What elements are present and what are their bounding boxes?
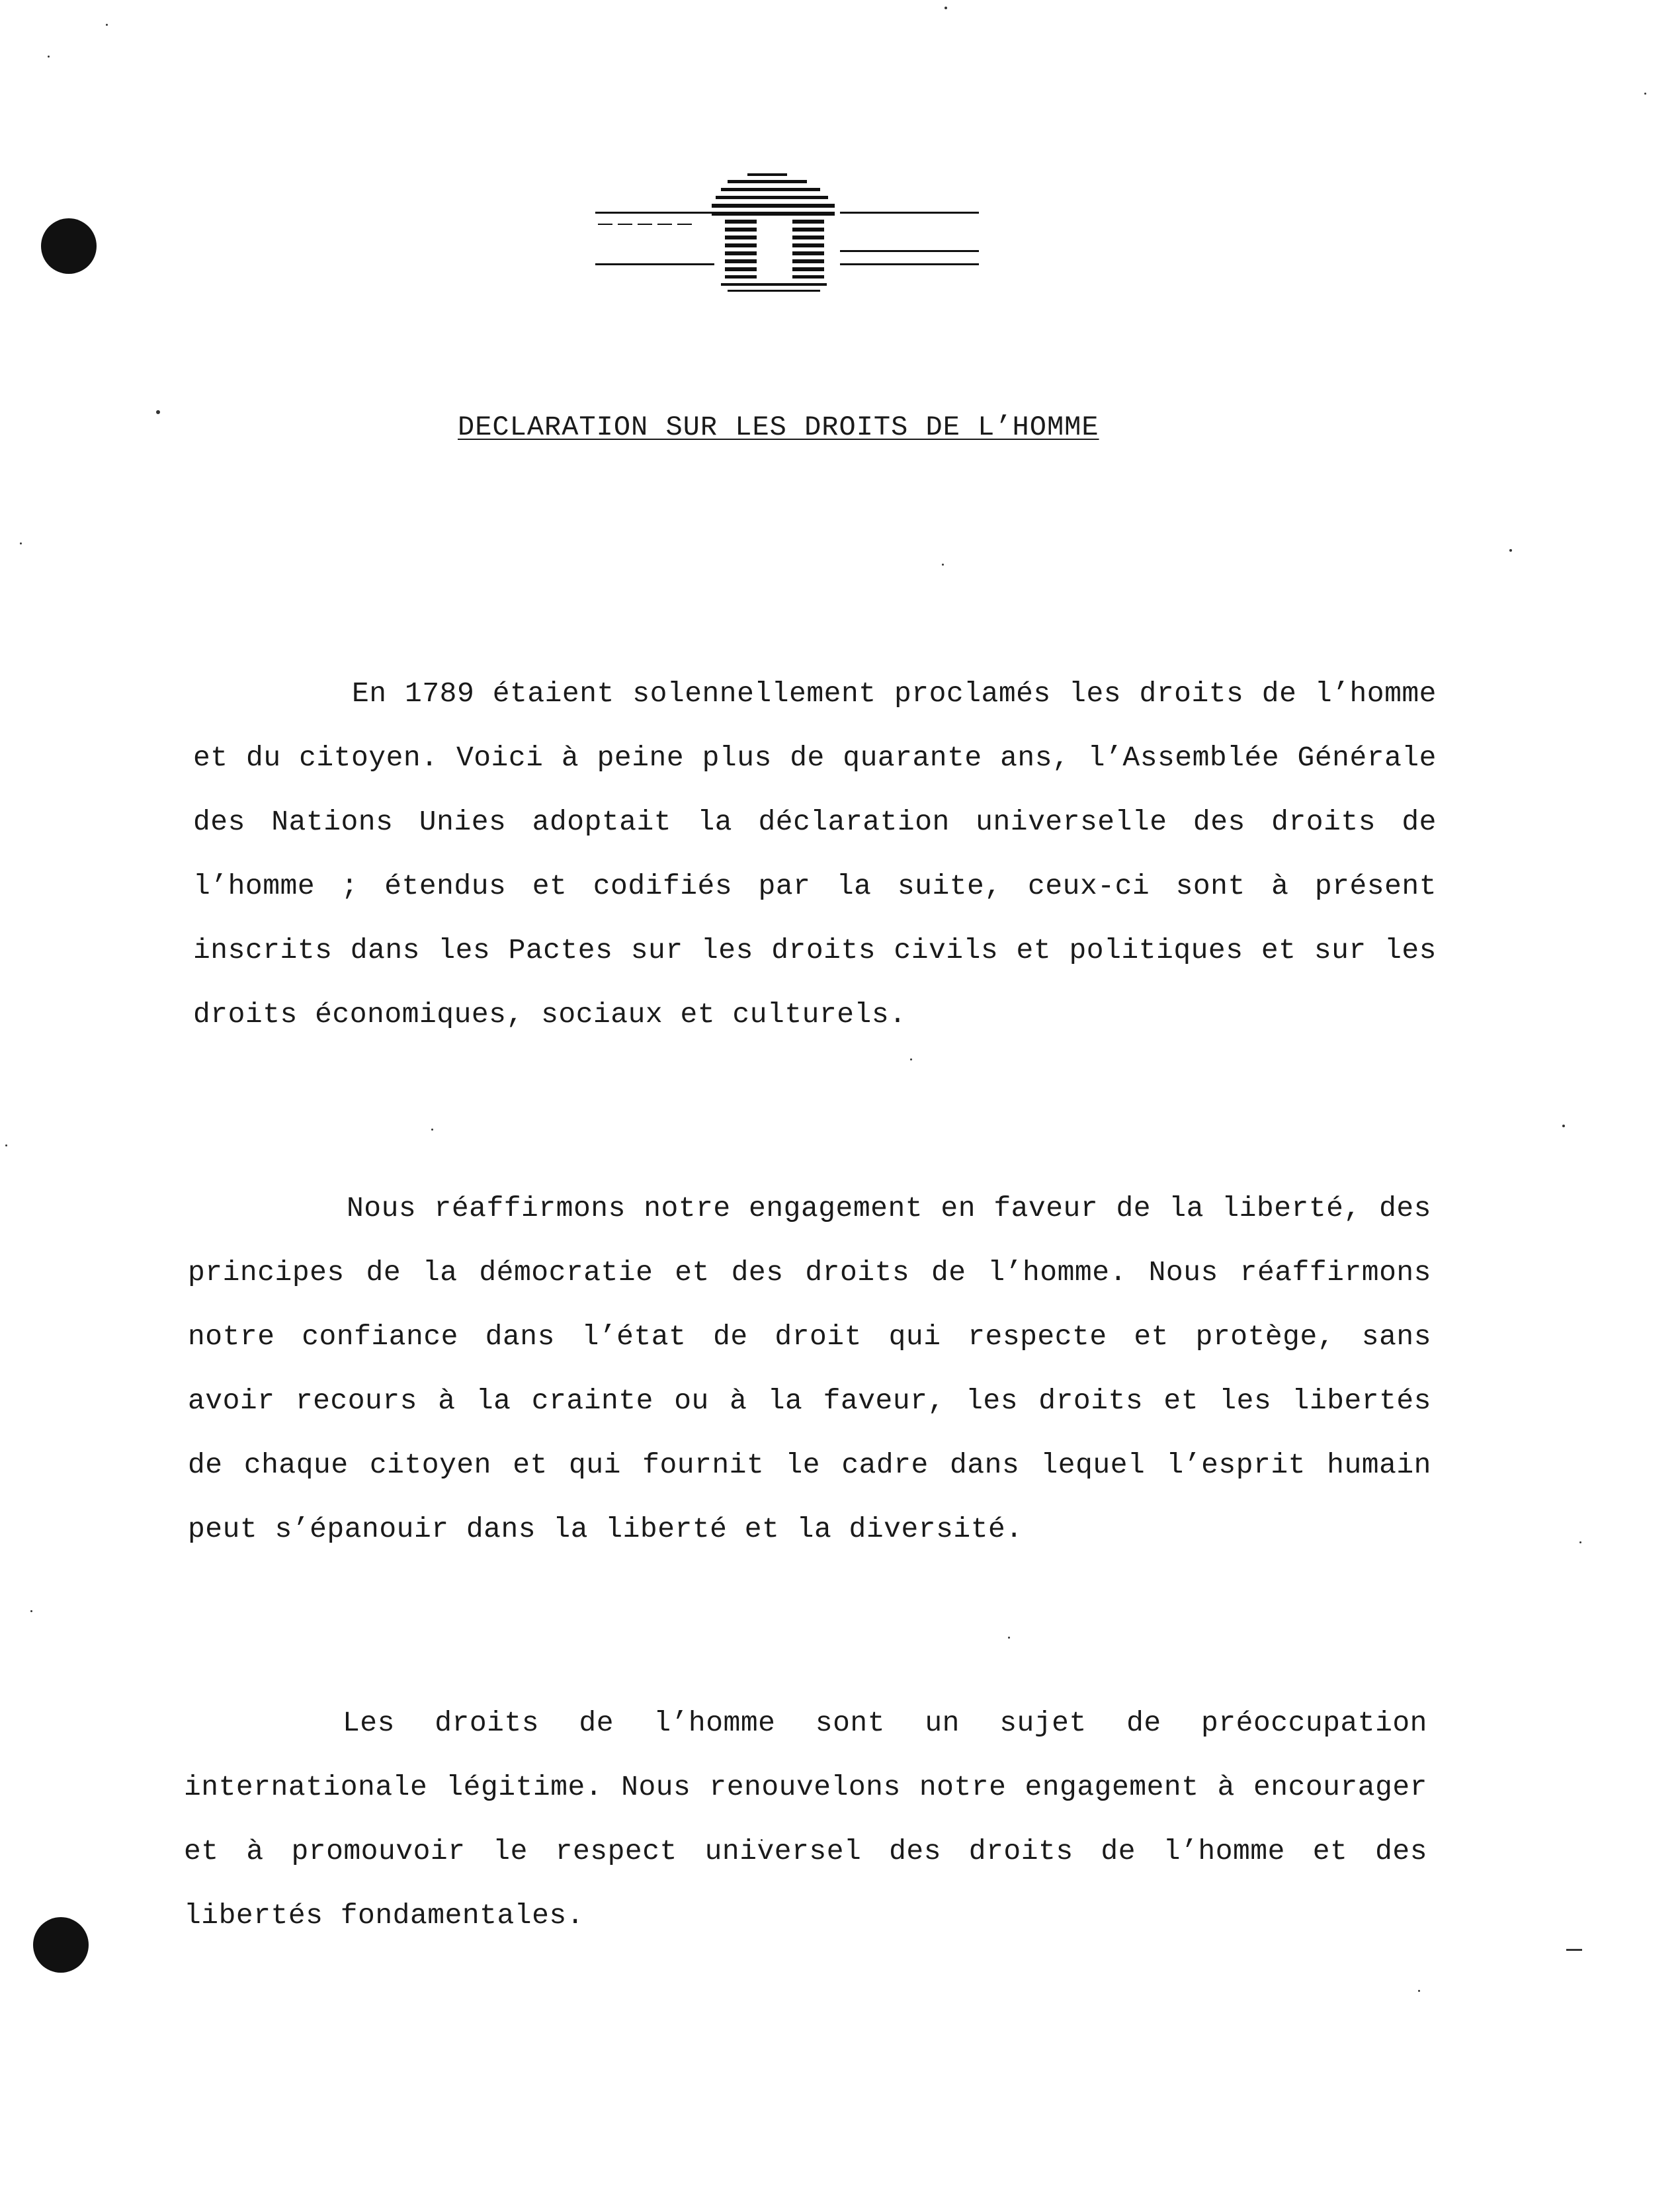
scan-speck xyxy=(942,564,944,566)
paragraph-2: Nous réaffirmons notre engagement en faveur de la liberté, des principes de la démocratie et des droits de l’homme. Nous réaffirmons notre confiance dans l’état de droit qui respecte et protège, sans avoir recours à la crainte ou à la faveur, les droits et les libertés de chaque citoyen et qui fournit le cadre dans lequel l’esprit humain peut s’épanouir dans la liberté et la diversité. xyxy=(188,1192,1431,1545)
scan-speck xyxy=(910,1058,912,1060)
scan-speck xyxy=(20,542,22,544)
scan-speck xyxy=(1566,1949,1582,1951)
scan-speck xyxy=(48,56,50,58)
scan-speck xyxy=(1008,1637,1010,1639)
scan-speck xyxy=(1579,1541,1581,1543)
punch-hole-top xyxy=(41,218,97,274)
scan-speck xyxy=(5,1144,7,1146)
scan-speck xyxy=(945,7,947,9)
paragraph-1: En 1789 étaient solennellement proclamés les droits de l’homme et du citoyen. Voici à peine plus de quarante ans, l’Assemblée Générale des Nations Unies adoptait la déclaration universelle des droits de l’homme ; étendus et codifiés par la suite, ceux-ci sont à présent inscrits dans les Pactes sur les droits civils et politiques et sur les droits économiques, sociaux et culturels. xyxy=(193,677,1437,1031)
scan-speck xyxy=(1509,549,1512,552)
document-title: DECLARATION SUR LES DROITS DE L’HOMME xyxy=(458,411,1099,443)
emblem-logo xyxy=(595,171,979,296)
scan-speck xyxy=(106,24,108,26)
punch-hole-bottom xyxy=(33,1917,89,1973)
scan-speck xyxy=(30,1610,32,1612)
paragraph-3: Les droits de l’homme sont un sujet de préoccupation internationale légitime. Nous renouvelons notre engagement à encourager et à promouvoir le respect universel des droits de l’homme et des libertés fondamentales. xyxy=(184,1707,1427,1932)
scan-speck xyxy=(156,410,160,414)
scan-speck xyxy=(1418,1990,1420,1992)
scan-speck xyxy=(1644,93,1646,95)
scan-speck xyxy=(431,1129,433,1131)
scan-speck xyxy=(1562,1125,1565,1127)
